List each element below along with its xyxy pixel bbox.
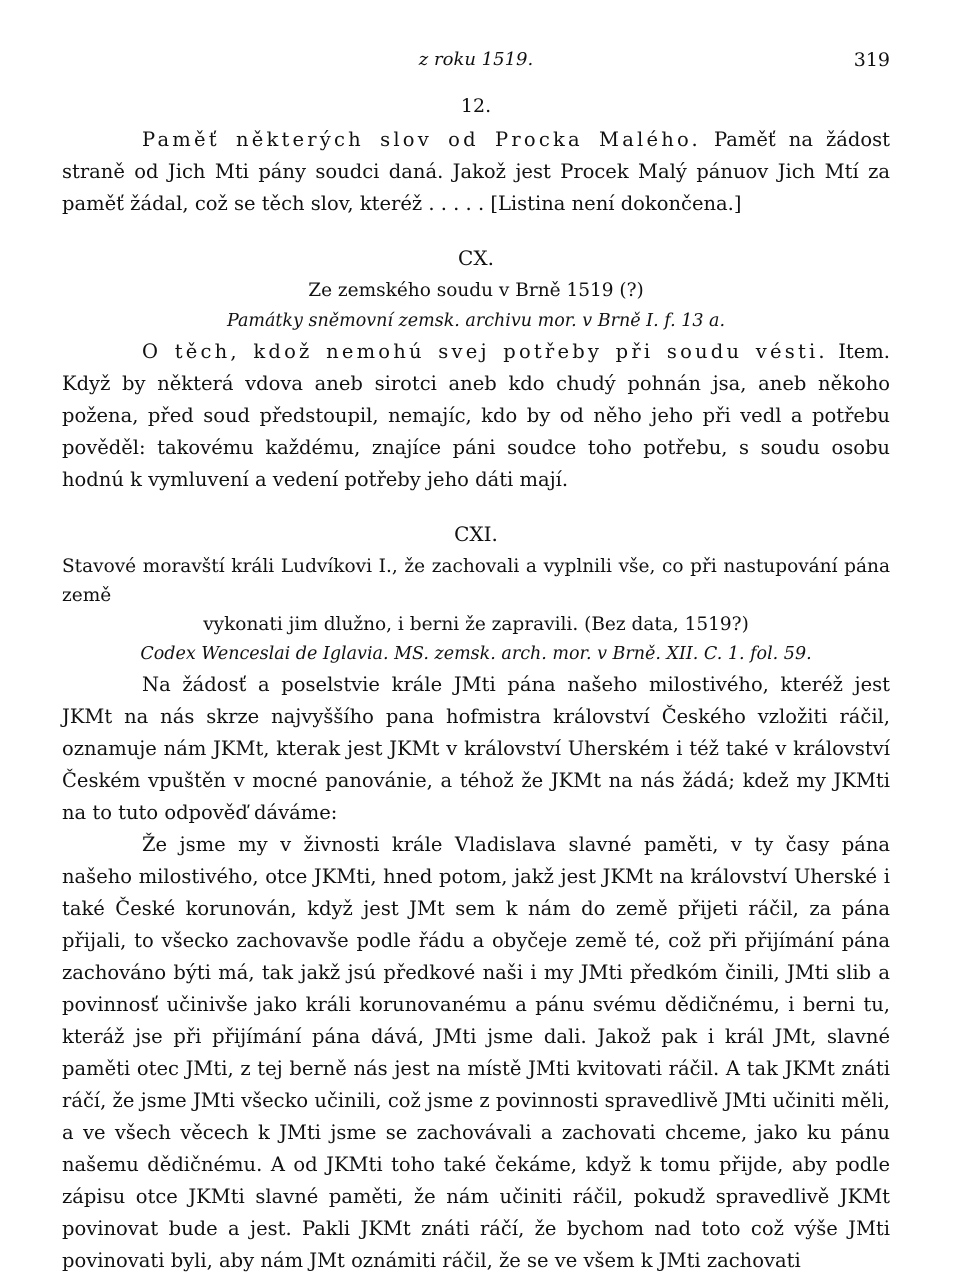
section-cx-title: Ze zemského soudu v Brně 1519 (?) bbox=[308, 280, 644, 301]
section-cx-heading: O těch, kdož nemohú svej potřeby při soudu vésti. bbox=[142, 340, 828, 363]
running-head bbox=[62, 44, 890, 84]
section-cx-number: CX. bbox=[458, 246, 494, 270]
section-cxi-paragraph-1: Na žádosť a poselstvie krále JMti pána našeho milostivého, kteréž jest JKMt na nás skrze najvyššího pana hofmistra království Českého vzložiti ráčil, oznamuje nám JKMt, kterak jest JKMt v království Uherském i též také v království Českém vpuštěn v mocné panovánie, a téhož že JKMt na nás žádá; kdež my JKMti na to tuto odpověď dáváme: bbox=[62, 673, 890, 824]
section-cxi-number: CXI. bbox=[454, 522, 498, 546]
document-page bbox=[62, 44, 890, 1277]
section-cxi-title-line-2: vykonati jim dlužno, i berni že zapravili. (Bez data, 1519?) bbox=[203, 614, 749, 635]
section-cxi-title-line-1: Stavové moravští králi Ludvíkovi I., že zachovali a vyplnili vše, co při nastupování pána země bbox=[62, 556, 890, 606]
entry-12-title: Paměť některých slov od Procka Malého. bbox=[142, 128, 701, 151]
running-title: z roku 1519. bbox=[418, 49, 534, 70]
section-cx-source: Památky sněmovní zemsk. archivu mor. v Brně I. f. 13 a. bbox=[226, 311, 726, 331]
section-cxi-source: Codex Wenceslai de Iglavia. MS. zemsk. arch. mor. v Brně. XII. C. 1. fol. 59. bbox=[140, 644, 812, 664]
section-cx-text: Item. Když by některá vdova aneb sirotci aneb kdo chudý pohnán jsa, aneb někoho požena, před soud předstoupil, nemajíc, kdo by od něho jeho při vedl a potřebu pověděl: takovému každému, znajíce páni soudce toho potřebu, s soudu osobu hodnú k vymluvení a vedení potřeby jeho dáti mají. bbox=[62, 340, 890, 491]
entry-12-paragraph bbox=[62, 124, 890, 220]
section-cxi-paragraph-2: Že jsme my v živnosti krále Vladislava slavné paměti, v ty časy pána našeho milostivého, otce JKMti, hned potom, jakž jest JKMt na království Uherské i také České korunován, když jest JMt sem k nám do země přijeti ráčil, za pána přijali, to všecko zachovavše podle řádu a obyčeje země té, což při přijímání pána zachováno býti má, tak jakž jsú předkové naši i my JMti předkóm činili, JMti slib a povinnosť učinivše jako králi korunovanému a pánu svému dědičnému, i berni tu, kteráž jse při přijímání pána dává, JMti jsme dali. Jakož pak i král JMt, slavné paměti otec JMti, z tej berně nás jest na místě JMti kvitovati ráčil. A tak JKMt znáti ráčí, že jsme JMti všecko učinili, což jsme z povinnosti spravedlivě JMti učiniti měli, a ve všech věcech k JMti jsme se zachovávali a zachovati chceme, jako ku pánu našemu dědičnému. A od JKMti toho také čekáme, když k tomu přijde, aby podle zápisu otce JKMti slavné paměti, že nám učiniti ráčil, pokudž spravedlivě JKMt povinovat bude a jest. Pakli JKMt znáti ráčí, že bychom nad toto což výše JMti povinovati byli, aby nám JMt oznámiti ráčil, že se ve všem k JMti zachovati bbox=[62, 833, 890, 1272]
entry-12-text: Paměť na žádost straně od Jich Mti pány soudci daná. Jakož jest Procek Malý pánuov Jich Mtí za paměť žádal, což se těch slov, kteréž . . . . . [Listina není dokončena.] bbox=[62, 128, 890, 215]
page-number: 319 bbox=[853, 49, 890, 71]
entry-12-number: 12. bbox=[460, 95, 492, 117]
section-cxi-title bbox=[62, 552, 890, 639]
section-cx-paragraph bbox=[62, 336, 890, 496]
